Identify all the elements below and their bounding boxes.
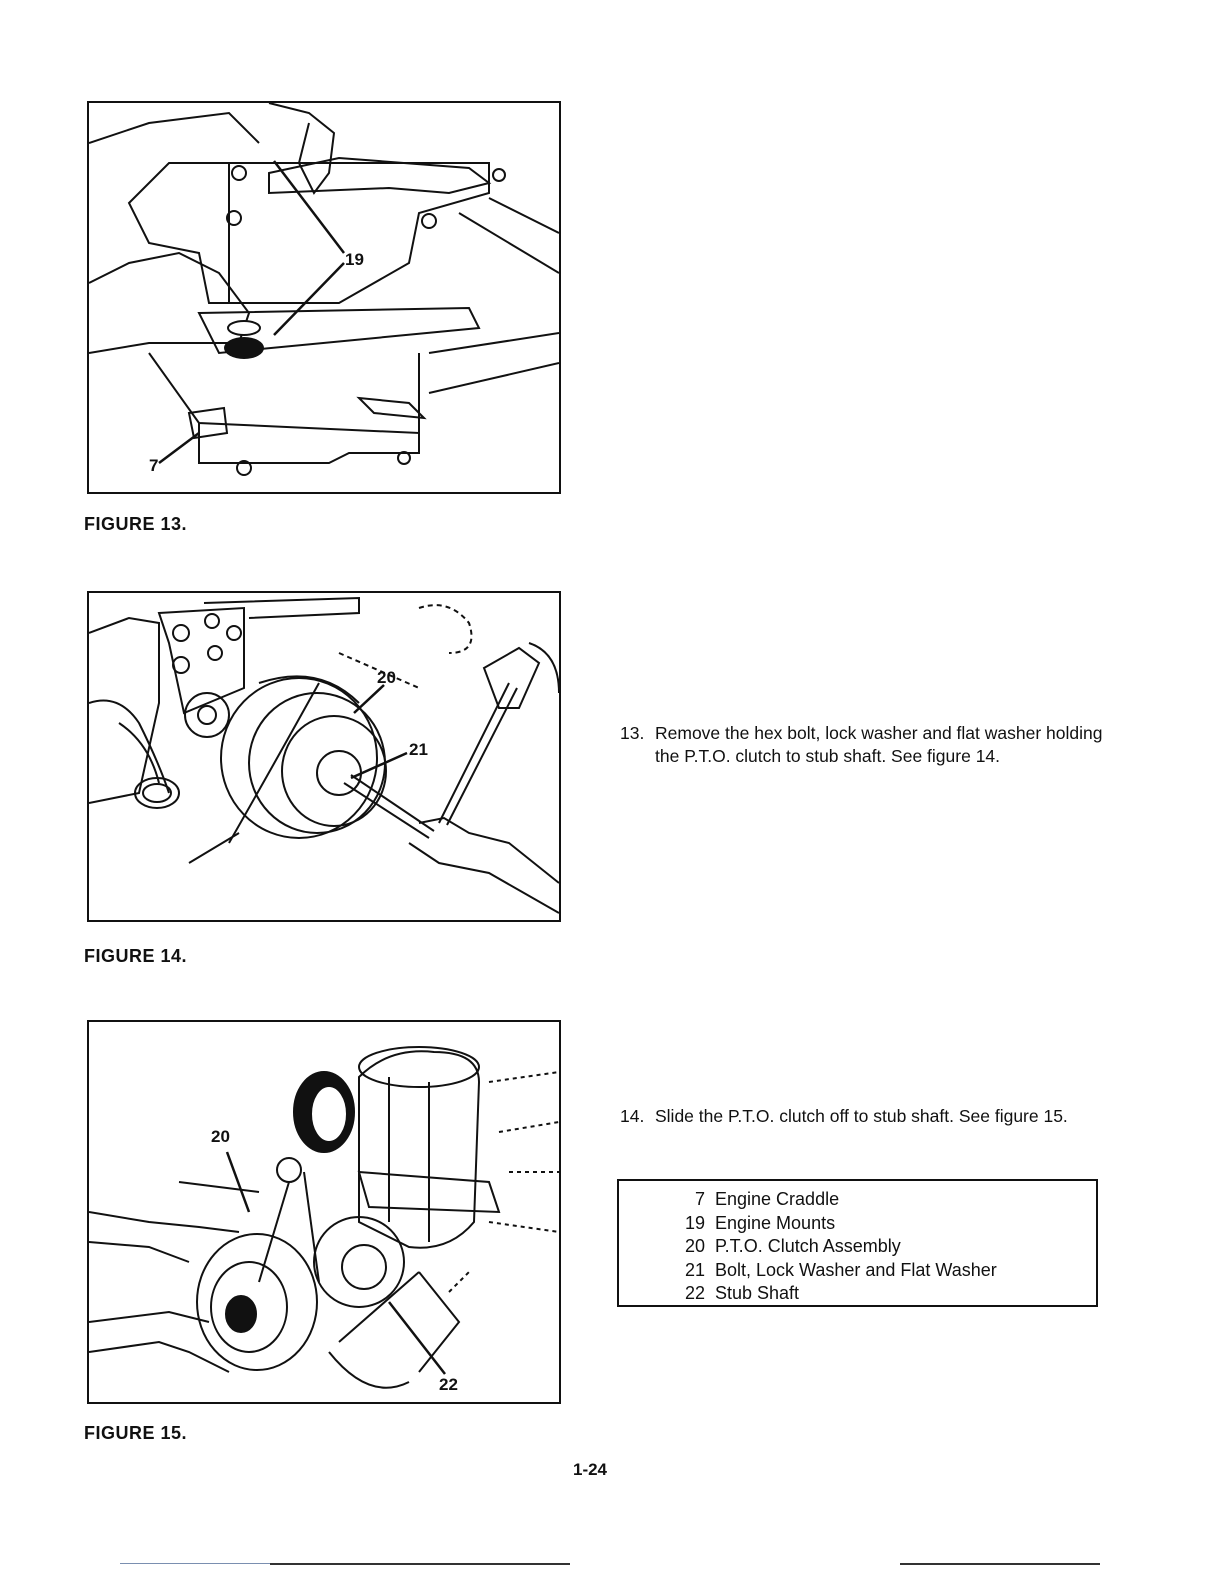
pto-clutch-slide-off-drawing	[89, 1022, 559, 1402]
legend-label: Bolt, Lock Washer and Flat Washer	[715, 1259, 997, 1280]
figure-15-caption: FIGURE 15.	[84, 1423, 188, 1443]
step-13	[620, 722, 1110, 768]
parts-legend	[617, 1179, 1098, 1307]
legend-row	[619, 1259, 1096, 1283]
figure-14-caption: FIGURE 14.	[84, 946, 188, 966]
legend-label: Engine Mounts	[715, 1212, 836, 1233]
legend-number: 22	[684, 1283, 705, 1303]
callout-19: 19	[345, 250, 364, 269]
callout-20: 20	[377, 668, 396, 687]
callout-7: 7	[149, 456, 159, 475]
engine-craddle-drawing	[89, 103, 559, 492]
legend-number: 7	[694, 1189, 705, 1209]
legend-number: 20	[684, 1236, 705, 1256]
legend-row	[619, 1235, 1096, 1259]
scan-artifact-line	[270, 1563, 570, 1565]
callout-20: 20	[211, 1127, 230, 1146]
legend-number: 21	[684, 1259, 705, 1280]
legend-label: P.T.O. Clutch Assembly	[715, 1236, 901, 1256]
figure-14-illustration	[87, 591, 561, 922]
legend-label: Stub Shaft	[715, 1283, 800, 1303]
legend-label: Engine Craddle	[715, 1189, 840, 1209]
step-number: 13.	[620, 723, 645, 743]
legend-row	[619, 1188, 1096, 1212]
page-number: 1-24	[572, 1460, 608, 1479]
step-number: 14.	[620, 1106, 645, 1126]
legend-row	[619, 1282, 1096, 1306]
figure-15-illustration	[87, 1020, 561, 1404]
figure-13-caption: FIGURE 13.	[84, 514, 188, 534]
callout-22: 22	[439, 1375, 458, 1394]
pto-clutch-bolt-removal-drawing	[89, 593, 559, 920]
step-14	[620, 1105, 1110, 1128]
step-text: Slide the P.T.O. clutch off to stub shaft. See figure 15.	[655, 1106, 1068, 1126]
scan-artifact-line	[120, 1563, 270, 1564]
callout-21: 21	[409, 740, 428, 759]
legend-number: 19	[684, 1212, 705, 1233]
scan-artifact-line	[900, 1563, 1100, 1565]
legend-row	[619, 1212, 1096, 1236]
step-text: Remove the hex bolt, lock washer and flat washer holding the P.T.O. clutch to stub shaft. See figure 14.	[655, 723, 1103, 766]
figure-13-illustration	[87, 101, 561, 494]
